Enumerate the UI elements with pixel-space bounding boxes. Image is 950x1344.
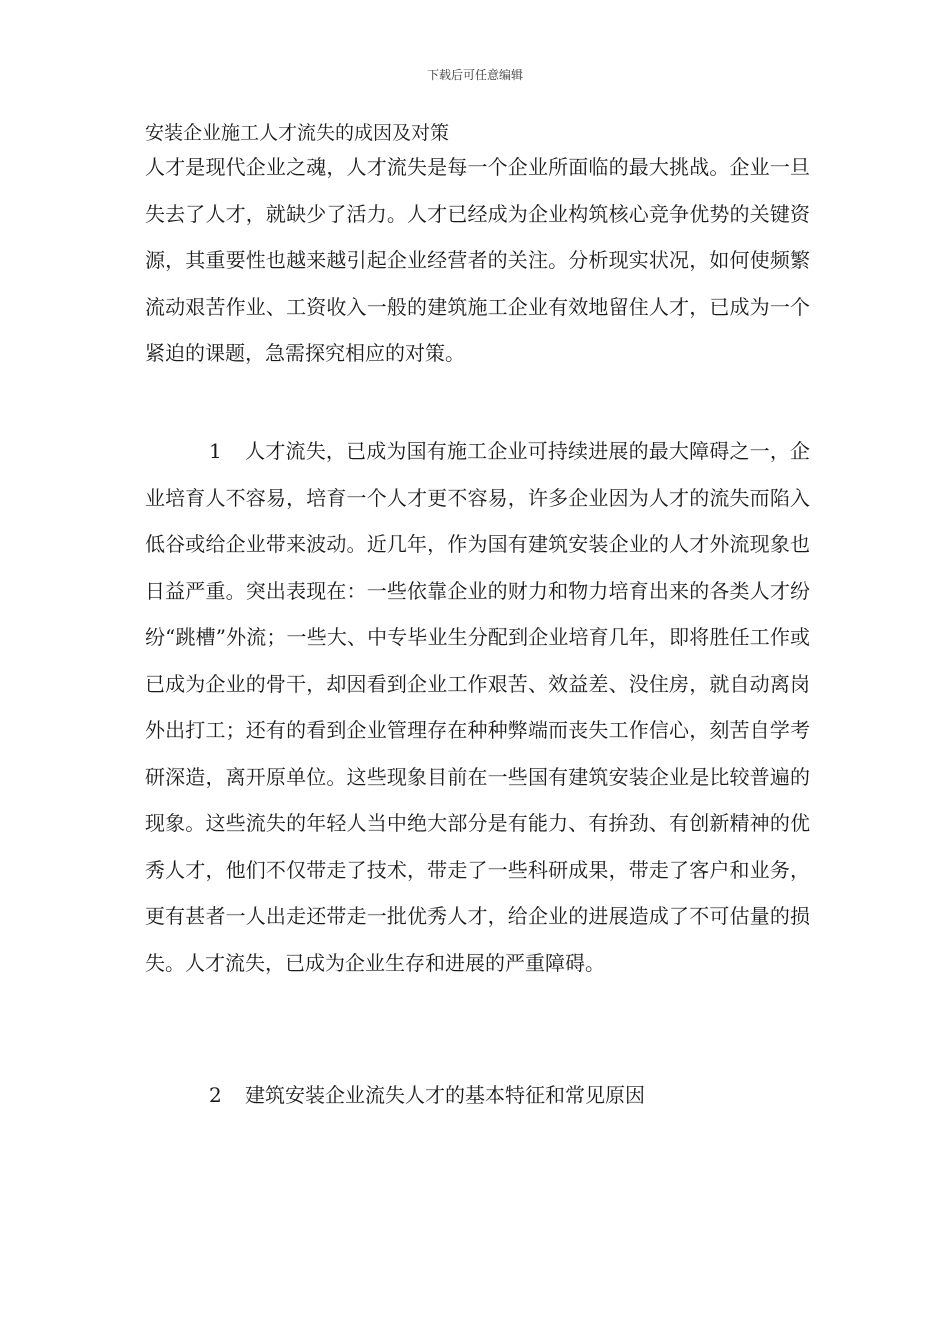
section-1-number: 1 xyxy=(209,439,222,463)
section-1-text: 人才流失，已成为国有施工企业可持续进展的最大障碍之一，企业培育人不容易，培育一个人才更不容易，许多企业因为人才的流失而陷入低谷或给企业带来波动。近几年，作为国有建筑安装企业的人才外流现象也日益严重。突出表现在：一些依靠企业的财力和物力培育出来的各类人才纷纷“跳槽”外流；一些大、中专毕业生分配到企业培育几年，即将胜任工作或已成为企业的骨干，却因看到企业工作艰苦、效益差、没住房，就自动离岗外出打工；还有的看到企业管理存在种种弊端而丧失工作信心，刻苦自学考研深造，离开原单位。这些现象目前在一些国有建筑安装企业是比较普遍的现象。这些流失的年轻人当中绝大部分是有能力、有拚劲、有创新精神的优秀人才，他们不仅带走了技术，带走了一些科研成果，带走了客户和业务，更有甚者一人出走还带走一批优秀人才，给企业的进展造成了不可估量的损失。人才流失，已成为企业生存和进展的严重障碍。 xyxy=(145,439,810,975)
intro-paragraph: 人才是现代企业之魂，人才流失是每一个企业所面临的最大挑战。企业一旦失去了人才，就缺少了活力。人才已经成为企业构筑核心竞争优势的关键资源，其重要性也越来越引起企业经营者的关注。分析现实状况，如何使频繁流动艰苦作业、工资收入一般的建筑施工企业有效地留住人才，已成为一个紧迫的课题，急需探究相应的对策。 xyxy=(145,155,810,365)
section-2-text: 建筑安装企业流失人才的基本特征和常见原因 xyxy=(245,1083,645,1107)
section-2-number: 2 xyxy=(209,1083,222,1107)
header-note: 下载后可任意编辑 xyxy=(426,68,523,82)
document-title: 安装企业施工人才流失的成因及对策 xyxy=(145,122,450,144)
section-1-paragraph xyxy=(145,428,810,986)
section-2-heading xyxy=(145,1072,810,1119)
